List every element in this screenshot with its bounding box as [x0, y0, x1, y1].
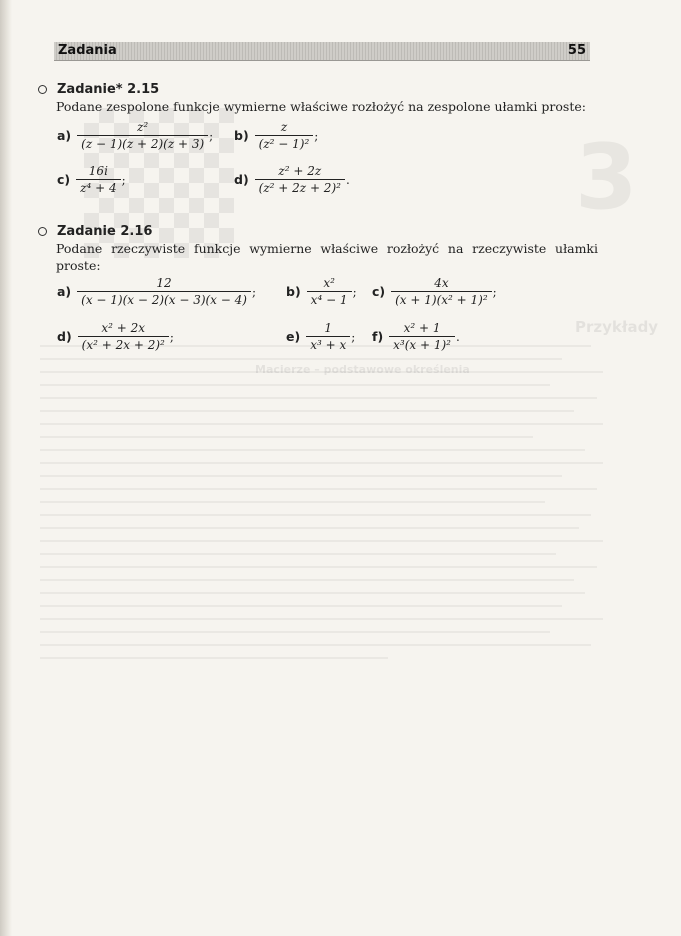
bleed-through-subheading: Macierze – podstawowe określenia: [255, 363, 470, 376]
numerator: z: [280, 120, 288, 134]
item-label: b): [234, 128, 249, 143]
numerator: x² + 1: [403, 321, 441, 335]
task-2-15: [38, 80, 598, 115]
fraction: [389, 321, 455, 352]
punctuation: ;: [121, 172, 126, 187]
denominator: x⁴ − 1: [307, 291, 352, 307]
punctuation: ;: [209, 128, 214, 143]
fraction: [77, 120, 208, 151]
denominator: (x + 1)(x² + 1)²: [391, 291, 492, 307]
expression-item: [57, 120, 213, 151]
bleed-through-digit: 3: [575, 125, 638, 230]
fraction: [255, 164, 345, 195]
page-number: 55: [567, 43, 586, 58]
bleed-through-heading: Przykłady: [575, 318, 659, 336]
item-label: f): [372, 329, 384, 344]
numerator: z² + 2z: [278, 164, 322, 178]
punctuation: ;: [251, 284, 256, 299]
task-title: Zadanie 2.16: [57, 223, 153, 239]
denominator: (x² + 2x + 2)²: [78, 336, 169, 352]
denominator: (z² + 2z + 2)²: [255, 179, 345, 195]
fraction: [255, 120, 314, 151]
task-instruction: Podane zespolone funkcje wymierne właściwe rozłożyć na zespolone ułamki proste:: [56, 99, 586, 114]
denominator: (z² − 1)²: [255, 135, 314, 151]
item-label: b): [286, 284, 301, 299]
circle-bullet-icon: [38, 227, 47, 236]
item-label: d): [234, 172, 249, 187]
numerator: x²: [323, 276, 335, 290]
denominator: x³(x + 1)²: [389, 336, 455, 352]
punctuation: ;: [351, 329, 356, 344]
expression-item: [234, 120, 318, 151]
item-label: a): [57, 128, 72, 143]
expression-item: [57, 276, 256, 307]
circle-bullet-icon: [38, 85, 47, 94]
task-title: Zadanie* 2.15: [57, 81, 160, 97]
punctuation: ;: [314, 128, 319, 143]
fraction: [306, 321, 350, 352]
numerator: 12: [156, 276, 172, 290]
expression-item: [372, 321, 460, 352]
running-header: [54, 42, 590, 61]
fraction: [78, 321, 169, 352]
punctuation: ;: [169, 329, 174, 344]
numerator: 4x: [434, 276, 449, 290]
expression-item: [57, 321, 174, 352]
page-binding-edge: [0, 0, 12, 936]
item-label: e): [286, 329, 301, 344]
fraction: [307, 276, 352, 307]
item-label: a): [57, 284, 72, 299]
task-2-16: [38, 222, 598, 274]
item-label: c): [372, 284, 386, 299]
numerator: 16i: [88, 164, 108, 178]
numerator: z²: [137, 120, 149, 134]
bleed-through-lines: [40, 345, 620, 670]
denominator: x³ + x: [306, 336, 350, 352]
numerator: 1: [324, 321, 333, 335]
expression-item: [234, 164, 350, 195]
numerator: x² + 2x: [101, 321, 146, 335]
denominator: (x − 1)(x − 2)(x − 3)(x − 4): [77, 291, 251, 307]
fraction: [391, 276, 492, 307]
task-instruction: Podane rzeczywiste funkcje wymierne właściwe rozłożyć na rzeczywiste ułamki proste:: [56, 241, 598, 273]
punctuation: ;: [492, 284, 497, 299]
denominator: z⁴ + 4: [76, 179, 120, 195]
fraction: [76, 164, 120, 195]
denominator: (z − 1)(z + 2)(z + 3): [77, 135, 208, 151]
expression-item: [57, 164, 126, 195]
expression-item: [286, 321, 355, 352]
expression-item: [372, 276, 497, 307]
header-title: Zadania: [58, 43, 117, 58]
punctuation: .: [345, 172, 350, 187]
punctuation: .: [456, 329, 460, 344]
fraction: [77, 276, 251, 307]
item-label: c): [57, 172, 71, 187]
expression-item: [286, 276, 357, 307]
punctuation: ;: [352, 284, 357, 299]
item-label: d): [57, 329, 72, 344]
